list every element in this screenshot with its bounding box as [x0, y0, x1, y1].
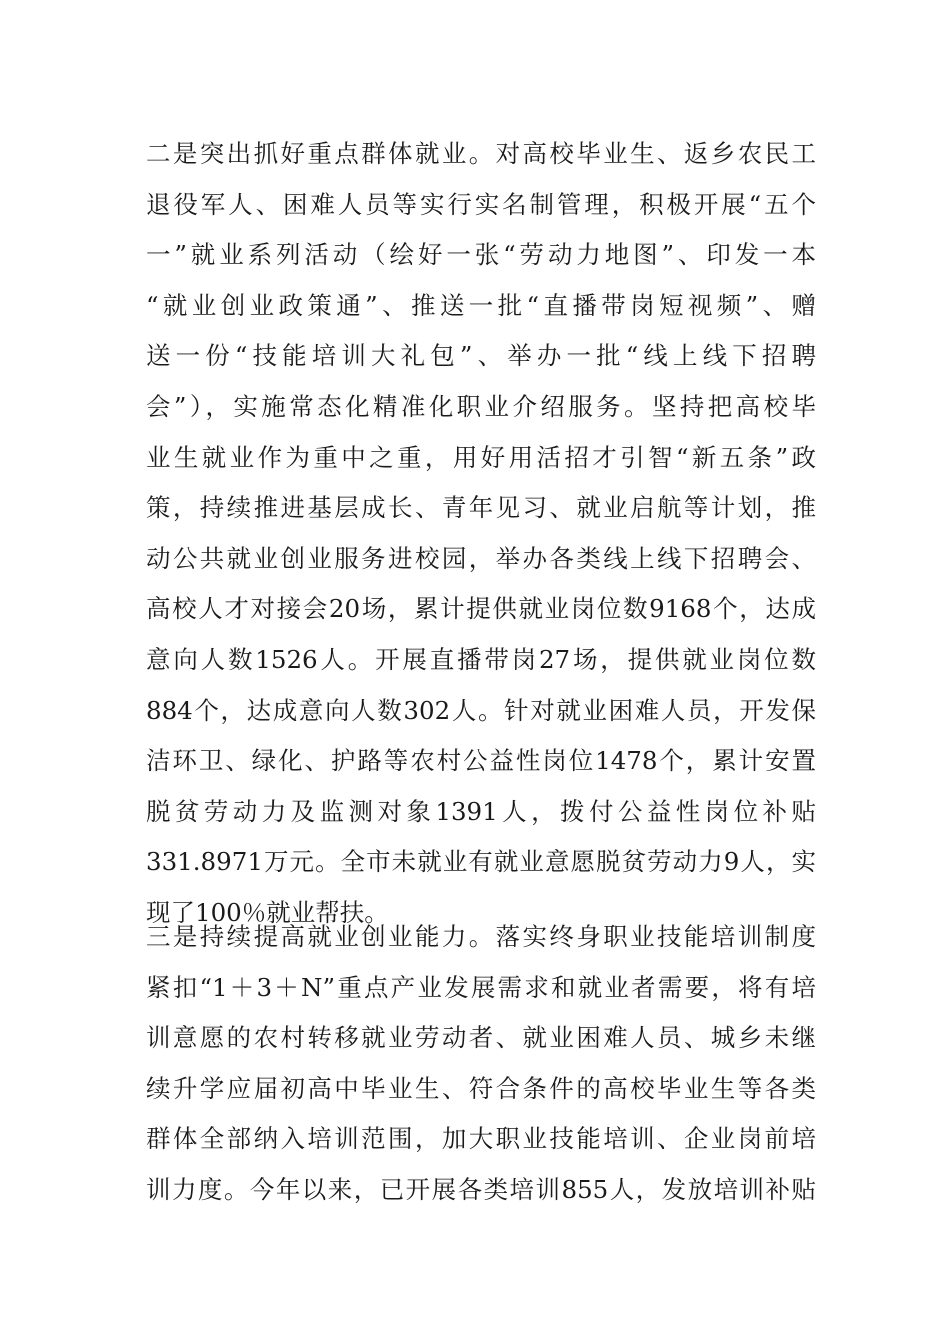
text-line: 紧扣“1＋3＋N”重点产业发展需求和就业者需要，将有培 — [146, 972, 816, 1002]
text-line: 现了100％就业帮扶。 — [146, 897, 389, 927]
text-line: 群体全部纳入培训范围，加大职业技能培训、企业岗前培 — [146, 1124, 816, 1154]
text-line: 884个，达成意向人数302人。针对就业困难人员，开发保 — [146, 695, 816, 725]
text-line: “就业创业政策通”、推送一批“直播带岗短视频”、赠 — [146, 290, 816, 320]
text-line: 脱贫劳动力及监测对象1391人，拨付公益性岗位补贴 — [146, 796, 816, 826]
text-line: 高校人才对接会20场，累计提供就业岗位数9168个，达成 — [146, 594, 816, 624]
text-line: 策，持续推进基层成长、青年见习、就业启航等计划，推 — [146, 493, 816, 523]
text-line: 二是突出抓好重点群体就业。对高校毕业生、返乡农民工 — [146, 139, 816, 168]
text-line: 一”就业系列活动（绘好一张“劳动力地图”、印发一本 — [146, 240, 816, 270]
text-line: 送一份“技能培训大礼包”、举办一批“线上线下招聘 — [146, 341, 816, 371]
paragraph-employment-skills — [146, 912, 816, 1216]
text-line: 331.8971万元。全市未就业有就业意愿脱贫劳动力9人，实 — [146, 847, 816, 877]
text-line: 意向人数1526人。开展直播带岗27场，提供就业岗位数 — [146, 644, 816, 674]
paragraph-key-groups-employment — [146, 129, 816, 939]
text-line: 训意愿的农村转移就业劳动者、就业困难人员、城乡未继 — [146, 1023, 816, 1053]
text-line: 业生就业作为重中之重，用好用活招才引智“新五条”政 — [146, 442, 816, 472]
text-line: 三是持续提高就业创业能力。落实终身职业技能培训制度 — [146, 922, 816, 951]
text-line: 动公共就业创业服务进校园，举办各类线上线下招聘会、 — [146, 543, 816, 573]
text-line: 退役军人、困难人员等实行实名制管理，积极开展“五个 — [146, 189, 816, 219]
text-line: 续升学应届初高中毕业生、符合条件的高校毕业生等各类 — [146, 1073, 816, 1103]
text-line: 洁环卫、绿化、护路等农村公益性岗位1478个，累计安置 — [146, 746, 816, 776]
text-line: 会”），实施常态化精准化职业介绍服务。坚持把高校毕 — [146, 391, 816, 421]
text-line: 训力度。今年以来，已开展各类培训855人，发放培训补贴 — [146, 1174, 816, 1204]
